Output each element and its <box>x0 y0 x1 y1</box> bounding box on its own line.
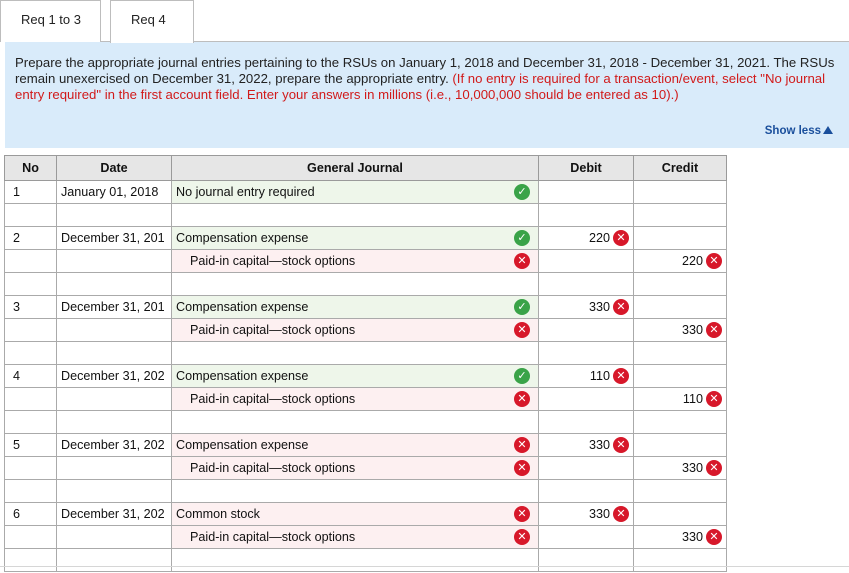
date-cell <box>57 388 172 411</box>
x-circle-icon: ✕ <box>613 368 629 384</box>
debit-cell[interactable] <box>539 250 634 273</box>
x-circle-icon: ✕ <box>613 437 629 453</box>
account-cell[interactable] <box>172 434 539 457</box>
debit-value: 330 <box>588 300 610 314</box>
credit-cell[interactable] <box>634 181 727 204</box>
credit-value: 220 <box>681 254 703 268</box>
date-cell[interactable]: January 01, 2018 <box>57 181 172 204</box>
account-cell[interactable] <box>172 319 539 342</box>
account-name: Compensation expense <box>176 438 309 452</box>
empty-cell <box>57 411 172 434</box>
empty-cell <box>5 342 57 365</box>
table-row <box>5 181 727 204</box>
empty-cell[interactable] <box>634 411 727 434</box>
credit-cell[interactable] <box>634 434 727 457</box>
x-circle-icon: ✕ <box>706 460 722 476</box>
date-cell <box>57 526 172 549</box>
x-circle-icon: ✕ <box>706 529 722 545</box>
debit-cell[interactable] <box>539 227 634 250</box>
instructions-note: (If no entry is required for a transaction/event, select "No journal entry required" in the first account field. Enter your answers in millions (i.e., 10,000,000 should be entered as 10).) <box>15 71 826 102</box>
empty-cell[interactable] <box>172 411 539 434</box>
account-mark <box>514 368 530 384</box>
date-cell[interactable]: December 31, 201 <box>57 227 172 250</box>
header-general-journal: General Journal <box>172 156 539 181</box>
table-row <box>5 319 727 342</box>
debit-cell[interactable] <box>539 388 634 411</box>
header-no: No <box>5 156 57 181</box>
debit-cell[interactable] <box>539 457 634 480</box>
check-circle-icon: ✓ <box>514 299 530 315</box>
credit-value: 330 <box>681 530 703 544</box>
check-circle-icon: ✓ <box>514 184 530 200</box>
account-mark <box>514 391 530 407</box>
debit-cell[interactable] <box>539 503 634 526</box>
empty-cell[interactable] <box>172 204 539 227</box>
account-name: No journal entry required <box>176 185 315 199</box>
date-cell[interactable]: December 31, 202 <box>57 365 172 388</box>
empty-cell <box>5 204 57 227</box>
empty-cell[interactable] <box>539 342 634 365</box>
credit-cell[interactable] <box>634 365 727 388</box>
debit-cell[interactable] <box>539 181 634 204</box>
check-circle-icon: ✓ <box>514 230 530 246</box>
empty-cell[interactable] <box>539 549 634 572</box>
x-circle-icon: ✕ <box>706 253 722 269</box>
empty-cell[interactable] <box>634 273 727 296</box>
debit-value: 110 <box>589 369 610 383</box>
date-cell[interactable]: December 31, 202 <box>57 434 172 457</box>
empty-cell[interactable] <box>634 342 727 365</box>
empty-cell[interactable] <box>539 204 634 227</box>
entry-number-cell <box>5 250 57 273</box>
divider <box>0 566 849 567</box>
x-circle-icon: ✕ <box>613 506 629 522</box>
debit-cell[interactable] <box>539 319 634 342</box>
debit-cell[interactable] <box>539 296 634 319</box>
entry-number-cell <box>5 526 57 549</box>
credit-value: 110 <box>682 392 703 406</box>
debit-cell[interactable] <box>539 526 634 549</box>
spacer-row <box>5 480 727 503</box>
spacer-row <box>5 411 727 434</box>
entry-number-cell <box>5 388 57 411</box>
debit-value: 330 <box>588 507 610 521</box>
empty-cell <box>57 549 172 572</box>
account-mark <box>514 299 530 315</box>
show-less-link[interactable]: Show less <box>765 123 833 139</box>
account-name: Compensation expense <box>176 300 309 314</box>
journal-table <box>4 155 727 572</box>
empty-cell[interactable] <box>539 273 634 296</box>
credit-value: 330 <box>681 461 703 475</box>
instructions-text: Prepare the appropriate journal entries pertaining to the RSUs on January 1, 2018 and December 31, 2018 - December 31, 2021. The RSUs remain unexercised on December 31, 2022, prepare the appropriate entry. <box>15 55 835 86</box>
account-mark <box>514 437 530 453</box>
account-mark <box>514 322 530 338</box>
triangle-up-icon <box>823 126 833 134</box>
x-circle-icon: ✕ <box>514 460 530 476</box>
credit-cell[interactable] <box>634 227 727 250</box>
account-cell[interactable] <box>172 526 539 549</box>
credit-cell[interactable] <box>634 526 727 549</box>
account-cell[interactable] <box>172 296 539 319</box>
empty-cell[interactable] <box>172 549 539 572</box>
account-mark <box>514 506 530 522</box>
account-name: Paid-in capital—stock options <box>190 461 356 475</box>
account-name: Paid-in capital—stock options <box>190 254 356 268</box>
empty-cell[interactable] <box>539 480 634 503</box>
table-row <box>5 365 727 388</box>
date-cell[interactable]: December 31, 202 <box>57 503 172 526</box>
empty-cell <box>5 549 57 572</box>
debit-value: 220 <box>588 231 610 245</box>
table-row <box>5 526 727 549</box>
empty-cell[interactable] <box>539 411 634 434</box>
account-cell[interactable] <box>172 503 539 526</box>
tab-req-4[interactable]: Req 4 <box>110 0 194 43</box>
debit-cell[interactable] <box>539 434 634 457</box>
account-cell[interactable] <box>172 388 539 411</box>
account-name: Paid-in capital—stock options <box>190 323 356 337</box>
x-circle-icon: ✕ <box>514 529 530 545</box>
entry-number-cell: 4 <box>5 365 57 388</box>
instructions-panel <box>5 42 849 148</box>
entry-number-cell <box>5 319 57 342</box>
x-circle-icon: ✕ <box>706 322 722 338</box>
account-name: Paid-in capital—stock options <box>190 392 356 406</box>
table-row <box>5 503 727 526</box>
account-name: Compensation expense <box>176 231 309 245</box>
table-row <box>5 296 727 319</box>
empty-cell <box>5 273 57 296</box>
spacer-row <box>5 204 727 227</box>
account-mark <box>514 253 530 269</box>
account-name: Common stock <box>176 507 260 521</box>
account-cell[interactable] <box>172 227 539 250</box>
empty-cell <box>5 480 57 503</box>
x-circle-icon: ✕ <box>613 230 629 246</box>
x-circle-icon: ✕ <box>706 391 722 407</box>
empty-cell[interactable] <box>634 204 727 227</box>
table-row <box>5 250 727 273</box>
date-cell[interactable]: December 31, 201 <box>57 296 172 319</box>
entry-number-cell: 2 <box>5 227 57 250</box>
entry-number-cell: 1 <box>5 181 57 204</box>
debit-value: 330 <box>588 438 610 452</box>
header-credit: Credit <box>634 156 727 181</box>
table-row <box>5 434 727 457</box>
spacer-row <box>5 342 727 365</box>
entry-number-cell <box>5 457 57 480</box>
account-mark <box>514 460 530 476</box>
empty-cell <box>57 342 172 365</box>
account-cell[interactable] <box>172 457 539 480</box>
debit-cell[interactable] <box>539 365 634 388</box>
empty-cell[interactable] <box>634 480 727 503</box>
table-row <box>5 227 727 250</box>
empty-cell <box>57 273 172 296</box>
spacer-row <box>5 273 727 296</box>
tab-req-1-to-3[interactable]: Req 1 to 3 <box>0 0 101 42</box>
table-header-row <box>5 156 727 181</box>
x-circle-icon: ✕ <box>613 299 629 315</box>
account-mark <box>514 230 530 246</box>
empty-cell <box>57 480 172 503</box>
date-cell <box>57 319 172 342</box>
credit-cell[interactable] <box>634 250 727 273</box>
credit-value: 330 <box>681 323 703 337</box>
credit-cell[interactable] <box>634 388 727 411</box>
account-mark <box>514 184 530 200</box>
credit-cell[interactable] <box>634 296 727 319</box>
x-circle-icon: ✕ <box>514 391 530 407</box>
empty-cell[interactable] <box>172 273 539 296</box>
table-row <box>5 388 727 411</box>
date-cell <box>57 250 172 273</box>
entry-number-cell: 3 <box>5 296 57 319</box>
x-circle-icon: ✕ <box>514 322 530 338</box>
x-circle-icon: ✕ <box>514 506 530 522</box>
header-debit: Debit <box>539 156 634 181</box>
account-cell[interactable] <box>172 365 539 388</box>
account-cell[interactable] <box>172 181 539 204</box>
tab-bar <box>0 0 849 42</box>
entry-number-cell: 5 <box>5 434 57 457</box>
empty-cell <box>5 411 57 434</box>
empty-cell[interactable] <box>172 480 539 503</box>
entry-number-cell: 6 <box>5 503 57 526</box>
credit-cell[interactable] <box>634 503 727 526</box>
credit-cell[interactable] <box>634 457 727 480</box>
empty-cell <box>57 204 172 227</box>
header-date: Date <box>57 156 172 181</box>
account-name: Compensation expense <box>176 369 309 383</box>
credit-cell[interactable] <box>634 319 727 342</box>
table-row <box>5 457 727 480</box>
spacer-row <box>5 549 727 572</box>
account-cell[interactable] <box>172 250 539 273</box>
x-circle-icon: ✕ <box>514 437 530 453</box>
empty-cell[interactable] <box>634 549 727 572</box>
check-circle-icon: ✓ <box>514 368 530 384</box>
account-mark <box>514 529 530 545</box>
account-name: Paid-in capital—stock options <box>190 530 356 544</box>
date-cell <box>57 457 172 480</box>
empty-cell[interactable] <box>172 342 539 365</box>
x-circle-icon: ✕ <box>514 253 530 269</box>
